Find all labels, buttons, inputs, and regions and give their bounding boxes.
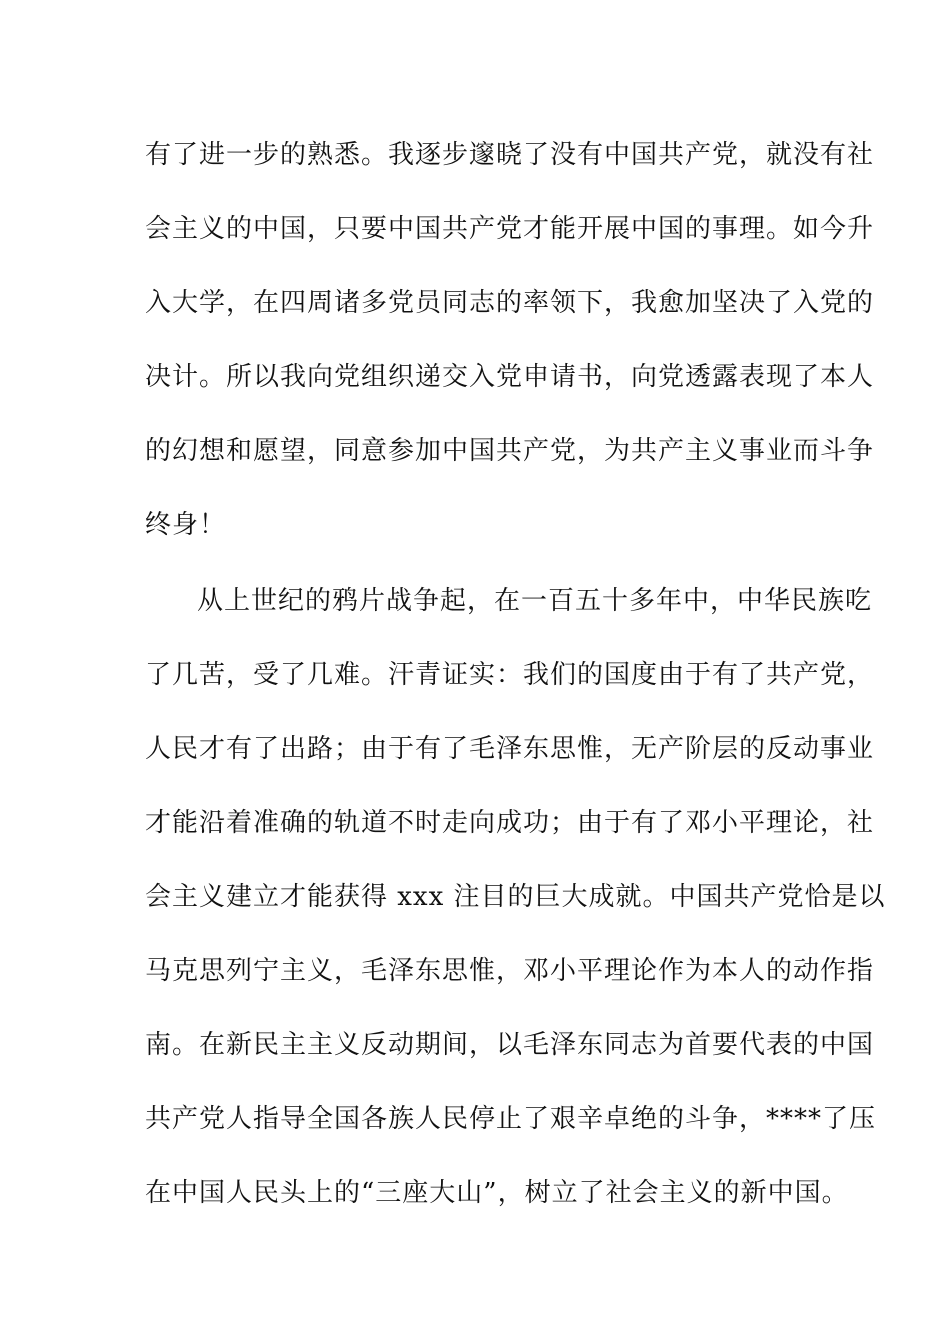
text-line-11: 会主义建立才能获得 xxx 注目的巨大成就。中国共产党恰是以 xyxy=(145,882,886,912)
text-line-6: 终身！ xyxy=(145,510,227,540)
text-line-4: 决计。所以我向党组织递交入党申请书，向党透露表现了本人 xyxy=(145,362,875,392)
text-line-5: 的幻想和愿望，同意参加中国共产党，为共产主义事业而斗争 xyxy=(145,436,875,466)
text-line-9: 人民才有了出路；由于有了毛泽东思惟，无产阶层的反动事业 xyxy=(145,734,875,764)
text-line-1: 有了进一步的熟悉。我逐步邃晓了没有中国共产党，就没有社 xyxy=(145,140,875,170)
text-line-8: 了几苦，受了几难。汗青证实：我们的国度由于有了共产党， xyxy=(145,660,875,690)
text-line-10: 才能沿着准确的轨道不时走向成功；由于有了邓小平理论，社 xyxy=(145,808,875,838)
text-line-2: 会主义的中国，只要中国共产党才能开展中国的事理。如今升 xyxy=(145,214,875,244)
paragraph-first-line: 从上世纪的鸦片战争起，在一百五十多年中，中华民族吃 xyxy=(197,586,873,616)
text-line-12: 马克思列宁主义，毛泽东思惟，邓小平理论作为本人的动作指 xyxy=(145,956,875,986)
text-line-3: 入大学，在四周诸多党员同志的率领下，我愈加坚决了入党的 xyxy=(145,288,875,318)
text-line-15: 在中国人民头上的“三座大山”，树立了社会主义的新中国。 xyxy=(145,1178,849,1208)
text-line-13: 南。在新民主主义反动期间，以毛泽东同志为首要代表的中国 xyxy=(145,1030,875,1060)
text-line-14: 共产党人指导全国各族人民停止了艰辛卓绝的斗争，****了压 xyxy=(145,1104,877,1134)
